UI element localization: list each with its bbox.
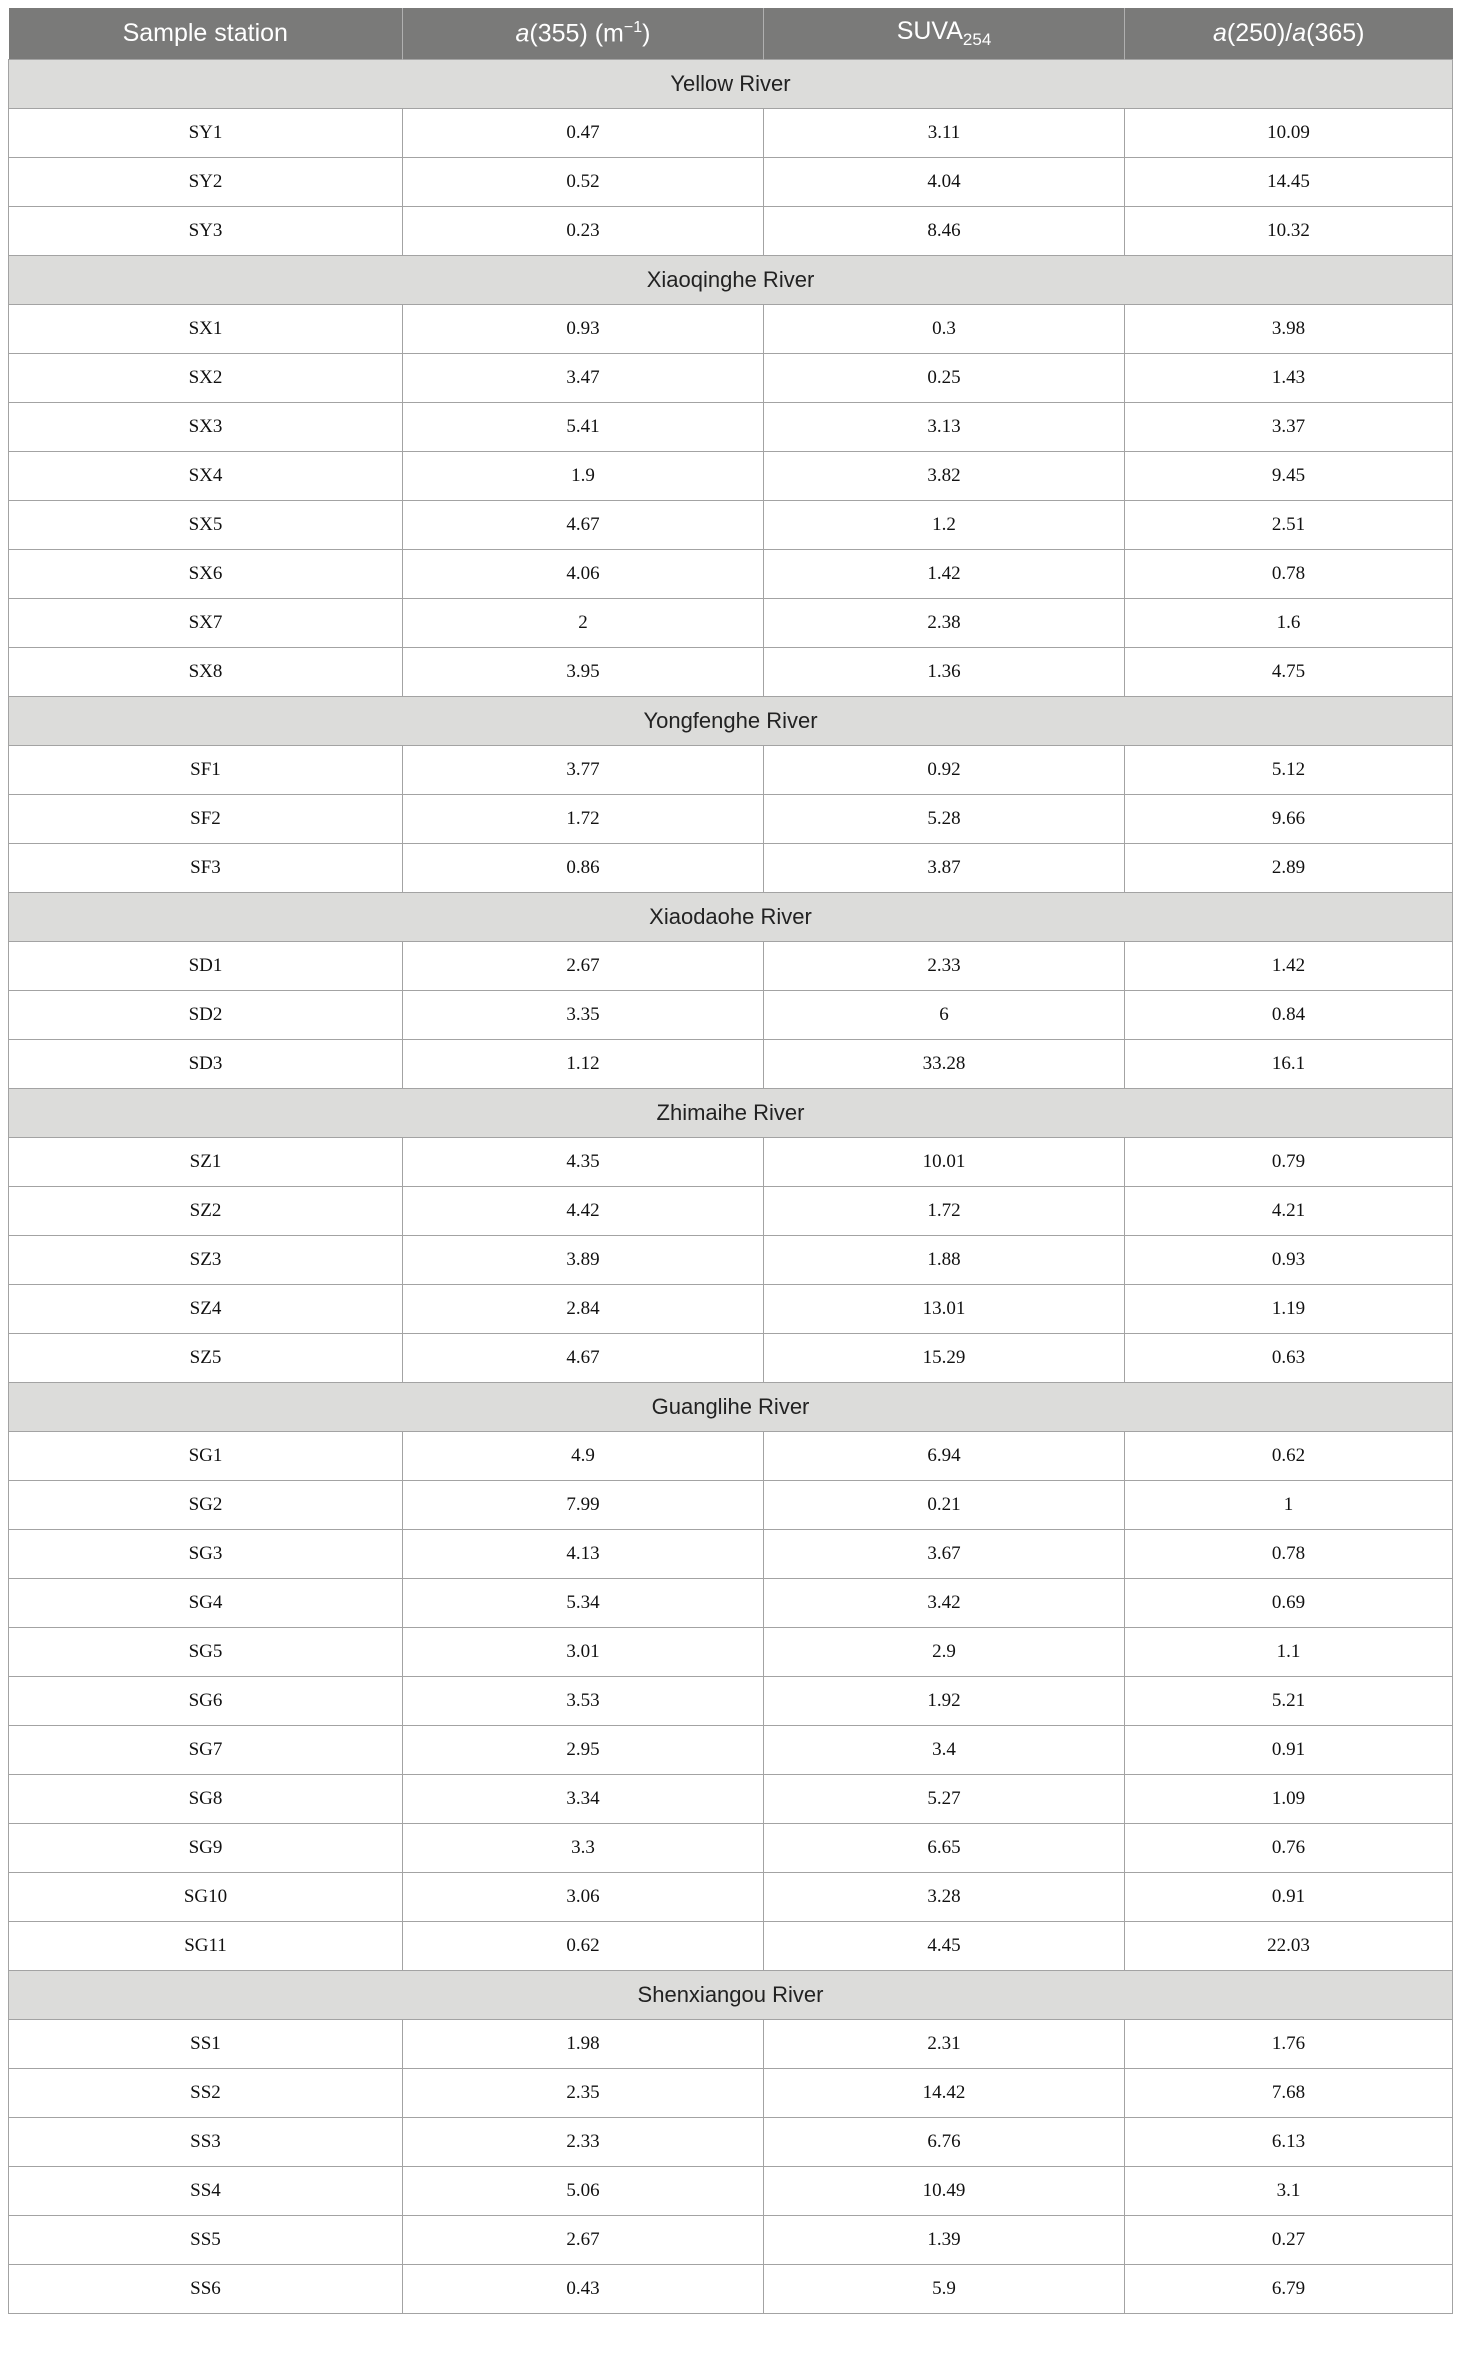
cell-station: SG3	[9, 1530, 403, 1579]
cell-ratio: 1.43	[1125, 354, 1453, 403]
table-row	[9, 354, 1453, 403]
cell-suva254: 0.21	[764, 1481, 1125, 1530]
cell-suva254: 6.65	[764, 1824, 1125, 1873]
cell-suva254: 3.87	[764, 844, 1125, 893]
cell-ratio: 6.13	[1125, 2118, 1453, 2167]
cell-suva254: 5.27	[764, 1775, 1125, 1824]
cell-station: SY3	[9, 207, 403, 256]
cell-suva254: 5.28	[764, 795, 1125, 844]
cell-ratio: 3.37	[1125, 403, 1453, 452]
cell-suva254: 3.82	[764, 452, 1125, 501]
cell-station: SZ4	[9, 1285, 403, 1334]
header-sample-station: Sample station	[9, 8, 403, 60]
river-group-label: Shenxiangou River	[9, 1971, 1453, 2020]
cell-a355: 7.99	[403, 1481, 764, 1530]
cell-suva254: 2.31	[764, 2020, 1125, 2069]
cell-suva254: 1.42	[764, 550, 1125, 599]
cell-suva254: 1.2	[764, 501, 1125, 550]
cell-a355: 3.34	[403, 1775, 764, 1824]
cell-suva254: 1.92	[764, 1677, 1125, 1726]
cell-station: SG4	[9, 1579, 403, 1628]
table-row	[9, 844, 1453, 893]
cell-a355: 3.06	[403, 1873, 764, 1922]
cell-a355: 0.86	[403, 844, 764, 893]
cell-a355: 3.95	[403, 648, 764, 697]
cell-suva254: 0.92	[764, 746, 1125, 795]
cell-ratio: 1	[1125, 1481, 1453, 1530]
cell-suva254: 10.49	[764, 2167, 1125, 2216]
cell-station: SF3	[9, 844, 403, 893]
table-row	[9, 991, 1453, 1040]
cell-ratio: 22.03	[1125, 1922, 1453, 1971]
river-group-row	[9, 697, 1453, 746]
table-row	[9, 1628, 1453, 1677]
cell-ratio: 0.63	[1125, 1334, 1453, 1383]
table-row	[9, 305, 1453, 354]
table-row	[9, 158, 1453, 207]
table-row	[9, 1432, 1453, 1481]
cell-suva254: 1.88	[764, 1236, 1125, 1285]
table-row	[9, 2167, 1453, 2216]
cell-suva254: 1.72	[764, 1187, 1125, 1236]
cell-a355: 0.23	[403, 207, 764, 256]
river-group-label: Xiaoqinghe River	[9, 256, 1453, 305]
cell-ratio: 0.84	[1125, 991, 1453, 1040]
cell-station: SF2	[9, 795, 403, 844]
cell-ratio: 9.66	[1125, 795, 1453, 844]
river-group-row	[9, 1383, 1453, 1432]
table-row	[9, 1922, 1453, 1971]
river-group-label: Zhimaihe River	[9, 1089, 1453, 1138]
cell-suva254: 2.9	[764, 1628, 1125, 1677]
cell-station: SX3	[9, 403, 403, 452]
cell-suva254: 3.13	[764, 403, 1125, 452]
cell-a355: 2	[403, 599, 764, 648]
cell-suva254: 4.04	[764, 158, 1125, 207]
cell-station: SG2	[9, 1481, 403, 1530]
cell-station: SS5	[9, 2216, 403, 2265]
table-row	[9, 452, 1453, 501]
cell-station: SG11	[9, 1922, 403, 1971]
cell-station: SS2	[9, 2069, 403, 2118]
data-table	[8, 8, 1453, 2314]
cell-a355: 0.47	[403, 109, 764, 158]
cell-suva254: 6.76	[764, 2118, 1125, 2167]
cell-suva254: 1.36	[764, 648, 1125, 697]
table-row	[9, 1187, 1453, 1236]
cell-station: SS1	[9, 2020, 403, 2069]
cell-a355: 2.84	[403, 1285, 764, 1334]
cell-suva254: 1.39	[764, 2216, 1125, 2265]
cell-station: SX7	[9, 599, 403, 648]
cell-suva254: 6.94	[764, 1432, 1125, 1481]
cell-station: SG10	[9, 1873, 403, 1922]
cell-ratio: 0.78	[1125, 550, 1453, 599]
cell-ratio: 1.76	[1125, 2020, 1453, 2069]
cell-ratio: 5.12	[1125, 746, 1453, 795]
cell-station: SX2	[9, 354, 403, 403]
header-a250-a365: a(250)/a(365)	[1125, 8, 1453, 60]
river-group-row	[9, 256, 1453, 305]
table-row	[9, 1334, 1453, 1383]
cell-a355: 5.34	[403, 1579, 764, 1628]
cell-station: SS3	[9, 2118, 403, 2167]
cell-a355: 0.52	[403, 158, 764, 207]
cell-a355: 3.01	[403, 1628, 764, 1677]
table-row	[9, 109, 1453, 158]
table-row	[9, 1726, 1453, 1775]
river-group-row	[9, 893, 1453, 942]
cell-suva254: 0.25	[764, 354, 1125, 403]
cell-suva254: 13.01	[764, 1285, 1125, 1334]
cell-ratio: 9.45	[1125, 452, 1453, 501]
cell-a355: 2.67	[403, 2216, 764, 2265]
table-row	[9, 1236, 1453, 1285]
cell-a355: 4.9	[403, 1432, 764, 1481]
cell-suva254: 0.3	[764, 305, 1125, 354]
cell-station: SX5	[9, 501, 403, 550]
cell-station: SG9	[9, 1824, 403, 1873]
cell-ratio: 3.98	[1125, 305, 1453, 354]
cell-ratio: 7.68	[1125, 2069, 1453, 2118]
table-row	[9, 648, 1453, 697]
cell-station: SF1	[9, 746, 403, 795]
cell-a355: 4.06	[403, 550, 764, 599]
cell-ratio: 0.79	[1125, 1138, 1453, 1187]
table-row	[9, 1481, 1453, 1530]
cell-ratio: 0.93	[1125, 1236, 1453, 1285]
cell-suva254: 5.9	[764, 2265, 1125, 2314]
cell-ratio: 1.42	[1125, 942, 1453, 991]
header-a355: a(355) $(m^{-1})$	[403, 8, 764, 60]
cell-suva254: 3.42	[764, 1579, 1125, 1628]
cell-station: SG5	[9, 1628, 403, 1677]
cell-suva254: 10.01	[764, 1138, 1125, 1187]
cell-a355: 5.41	[403, 403, 764, 452]
cell-suva254: 4.45	[764, 1922, 1125, 1971]
table-row	[9, 2118, 1453, 2167]
table-row	[9, 2020, 1453, 2069]
river-group-label: Yellow River	[9, 60, 1453, 109]
cell-suva254: 3.11	[764, 109, 1125, 158]
cell-a355: 2.35	[403, 2069, 764, 2118]
cell-station: SY1	[9, 109, 403, 158]
cell-suva254: 2.38	[764, 599, 1125, 648]
cell-suva254: 2.33	[764, 942, 1125, 991]
cell-station: SD2	[9, 991, 403, 1040]
table-row	[9, 599, 1453, 648]
cell-ratio: 16.1	[1125, 1040, 1453, 1089]
table-row	[9, 2216, 1453, 2265]
river-group-row	[9, 60, 1453, 109]
cell-station: SD3	[9, 1040, 403, 1089]
table-row	[9, 1824, 1453, 1873]
cell-station: SG7	[9, 1726, 403, 1775]
cell-station: SS6	[9, 2265, 403, 2314]
cell-ratio: 10.09	[1125, 109, 1453, 158]
cell-ratio: 0.62	[1125, 1432, 1453, 1481]
cell-a355: 2.33	[403, 2118, 764, 2167]
table-row	[9, 207, 1453, 256]
cell-station: SG6	[9, 1677, 403, 1726]
cell-a355: 1.98	[403, 2020, 764, 2069]
cell-a355: 4.42	[403, 1187, 764, 1236]
table-row	[9, 550, 1453, 599]
cell-a355: 3.53	[403, 1677, 764, 1726]
cell-a355: 4.67	[403, 1334, 764, 1383]
cell-ratio: 4.75	[1125, 648, 1453, 697]
cell-a355: 3.3	[403, 1824, 764, 1873]
cell-station: SS4	[9, 2167, 403, 2216]
cell-station: SZ1	[9, 1138, 403, 1187]
cell-ratio: 2.51	[1125, 501, 1453, 550]
cell-a355: 3.35	[403, 991, 764, 1040]
cell-ratio: 6.79	[1125, 2265, 1453, 2314]
table-row	[9, 2069, 1453, 2118]
cell-suva254: 3.4	[764, 1726, 1125, 1775]
cell-a355: 1.72	[403, 795, 764, 844]
cell-ratio: 1.19	[1125, 1285, 1453, 1334]
cell-station: SX1	[9, 305, 403, 354]
cell-ratio: 1.6	[1125, 599, 1453, 648]
river-group-row	[9, 1089, 1453, 1138]
table-row	[9, 1677, 1453, 1726]
cell-a355: 4.35	[403, 1138, 764, 1187]
cell-a355: 1.12	[403, 1040, 764, 1089]
cell-station: SZ2	[9, 1187, 403, 1236]
cell-suva254: 6	[764, 991, 1125, 1040]
cell-a355: 0.93	[403, 305, 764, 354]
cell-suva254: 14.42	[764, 2069, 1125, 2118]
river-group-label: Guanglihe River	[9, 1383, 1453, 1432]
cell-a355: 3.89	[403, 1236, 764, 1285]
table-row	[9, 1873, 1453, 1922]
table-row	[9, 1138, 1453, 1187]
river-group-label: Yongfenghe River	[9, 697, 1453, 746]
cell-suva254: 3.28	[764, 1873, 1125, 1922]
cell-a355: 4.67	[403, 501, 764, 550]
cell-suva254: 15.29	[764, 1334, 1125, 1383]
cell-a355: 3.77	[403, 746, 764, 795]
cell-ratio: 1.09	[1125, 1775, 1453, 1824]
cell-a355: 2.67	[403, 942, 764, 991]
table-row	[9, 746, 1453, 795]
cell-ratio: 0.27	[1125, 2216, 1453, 2265]
cell-ratio: 0.76	[1125, 1824, 1453, 1873]
cell-station: SX4	[9, 452, 403, 501]
table-row	[9, 403, 1453, 452]
cell-a355: 0.62	[403, 1922, 764, 1971]
table-row	[9, 2265, 1453, 2314]
cell-a355: 4.13	[403, 1530, 764, 1579]
cell-a355: 0.43	[403, 2265, 764, 2314]
cell-a355: 3.47	[403, 354, 764, 403]
cell-a355: 5.06	[403, 2167, 764, 2216]
table-row	[9, 1579, 1453, 1628]
cell-ratio: 14.45	[1125, 158, 1453, 207]
cell-suva254: 33.28	[764, 1040, 1125, 1089]
cell-ratio: 0.78	[1125, 1530, 1453, 1579]
cell-station: SY2	[9, 158, 403, 207]
cell-suva254: 3.67	[764, 1530, 1125, 1579]
cell-ratio: 4.21	[1125, 1187, 1453, 1236]
cell-a355: 1.9	[403, 452, 764, 501]
cell-station: SG1	[9, 1432, 403, 1481]
table-row	[9, 1285, 1453, 1334]
cell-station: SX8	[9, 648, 403, 697]
cell-ratio: 0.91	[1125, 1873, 1453, 1922]
cell-ratio: 2.89	[1125, 844, 1453, 893]
table-body	[9, 60, 1453, 2314]
cell-station: SD1	[9, 942, 403, 991]
river-group-label: Xiaodaohe River	[9, 893, 1453, 942]
cell-ratio: 0.69	[1125, 1579, 1453, 1628]
cell-station: SZ5	[9, 1334, 403, 1383]
cell-ratio: 5.21	[1125, 1677, 1453, 1726]
table-row	[9, 942, 1453, 991]
river-group-row	[9, 1971, 1453, 2020]
table-row	[9, 1775, 1453, 1824]
table-row	[9, 501, 1453, 550]
header-row	[9, 8, 1453, 60]
cell-a355: 2.95	[403, 1726, 764, 1775]
header-suva254: $SUVA_{254}$	[764, 8, 1125, 60]
cell-suva254: 8.46	[764, 207, 1125, 256]
cell-station: SG8	[9, 1775, 403, 1824]
cell-station: SZ3	[9, 1236, 403, 1285]
cell-ratio: 1.1	[1125, 1628, 1453, 1677]
table-row	[9, 1040, 1453, 1089]
cell-station: SX6	[9, 550, 403, 599]
table-row	[9, 795, 1453, 844]
cell-ratio: 3.1	[1125, 2167, 1453, 2216]
table-row	[9, 1530, 1453, 1579]
cell-ratio: 0.91	[1125, 1726, 1453, 1775]
cell-ratio: 10.32	[1125, 207, 1453, 256]
